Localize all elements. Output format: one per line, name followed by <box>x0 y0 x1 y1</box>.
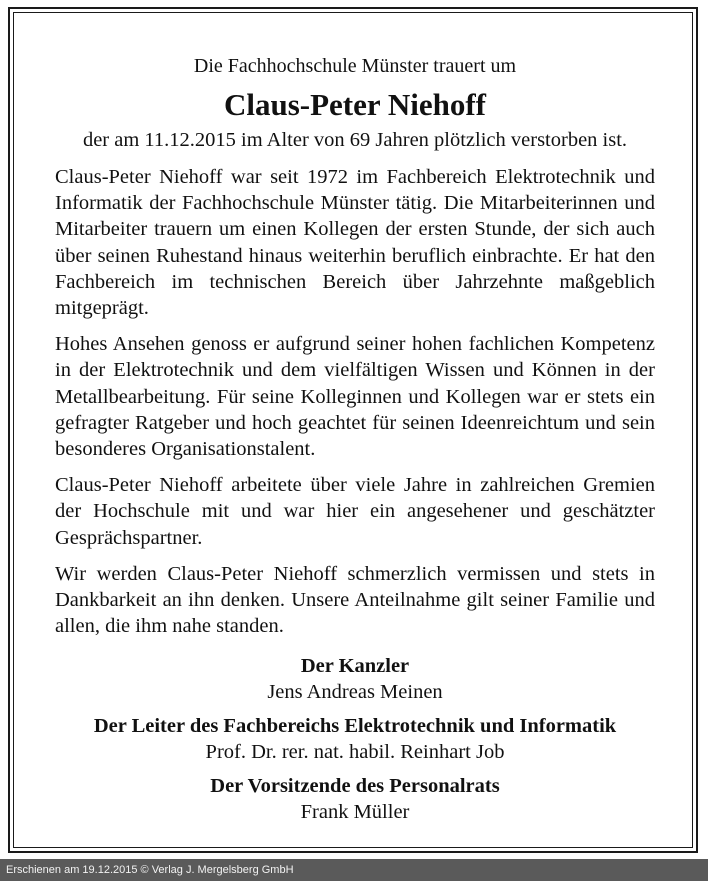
signature-list <box>55 653 655 825</box>
signature-role: Der Kanzler <box>300 655 410 678</box>
signature-department-head <box>55 713 655 765</box>
paragraph-committees: Claus-Peter Niehoff arbeitete über viele Jahre in zahlreichen Gremien der Hochschule mit und war hier ein angesehener und geschätzter Gesprächspartner. <box>55 474 655 549</box>
notice-content <box>55 52 655 833</box>
signature-staff-council <box>55 773 655 825</box>
publication-footer: Erschienen am 19.12.2015 © Verlag J. Mergelsberg GmbH <box>0 859 708 881</box>
signature-role: Der Vorsitzende des Personalrats <box>210 775 500 798</box>
signature-name: Frank Müller <box>300 801 410 824</box>
deceased-name: Claus-Peter Niehoff <box>223 87 486 122</box>
death-date-line: der am 11.12.2015 im Alter von 69 Jahren plötzlich verstorben ist. <box>82 129 628 151</box>
signature-name: Prof. Dr. rer. nat. habil. Reinhart Job <box>205 741 505 764</box>
signature-name: Jens Andreas Meinen <box>267 681 443 704</box>
paragraph-condolence: Wir werden Claus-Peter Niehoff schmerzlich vermissen und stets in Dankbarkeit an ihn denken. Unsere Anteilnahme gilt seiner Familie und allen, die ihm nahe standen. <box>55 562 655 638</box>
intro-line: Die Fachhochschule Münster trauert um <box>193 55 517 77</box>
paragraph-career: Claus-Peter Niehoff war seit 1972 im Fachbereich Elektrotechnik und Informatik der Fachhochschule Münster tätig. Die Mitarbeiterinnen und Mitarbeiter trauern um einen Kollegen der ersten Stunde, der sich auch über seinen Ruhestand hinaus weiterhin beruflich einbrachte. Er hat den Fachbereich im technischen Bereich über Jahrzehnte maßgeblich mitgeprägt. <box>55 166 655 320</box>
paragraph-reputation: Hohes Ansehen genoss er aufgrund seiner hohen fachlichen Kompetenz in der Elektrotechnik und dem vielfältigen Wissen und Können in der Metallbearbeitung. Für seine Kolleginnen und Kollegen war er stets ein gefragter Ratgeber und hoch geachtet für seinen Ideenreichtum und sein besonderes Organisationstalent. <box>55 333 655 461</box>
signature-role: Der Leiter des Fachbereichs Elektrotechnik und Informatik <box>93 715 617 738</box>
signature-chancellor <box>55 653 655 705</box>
